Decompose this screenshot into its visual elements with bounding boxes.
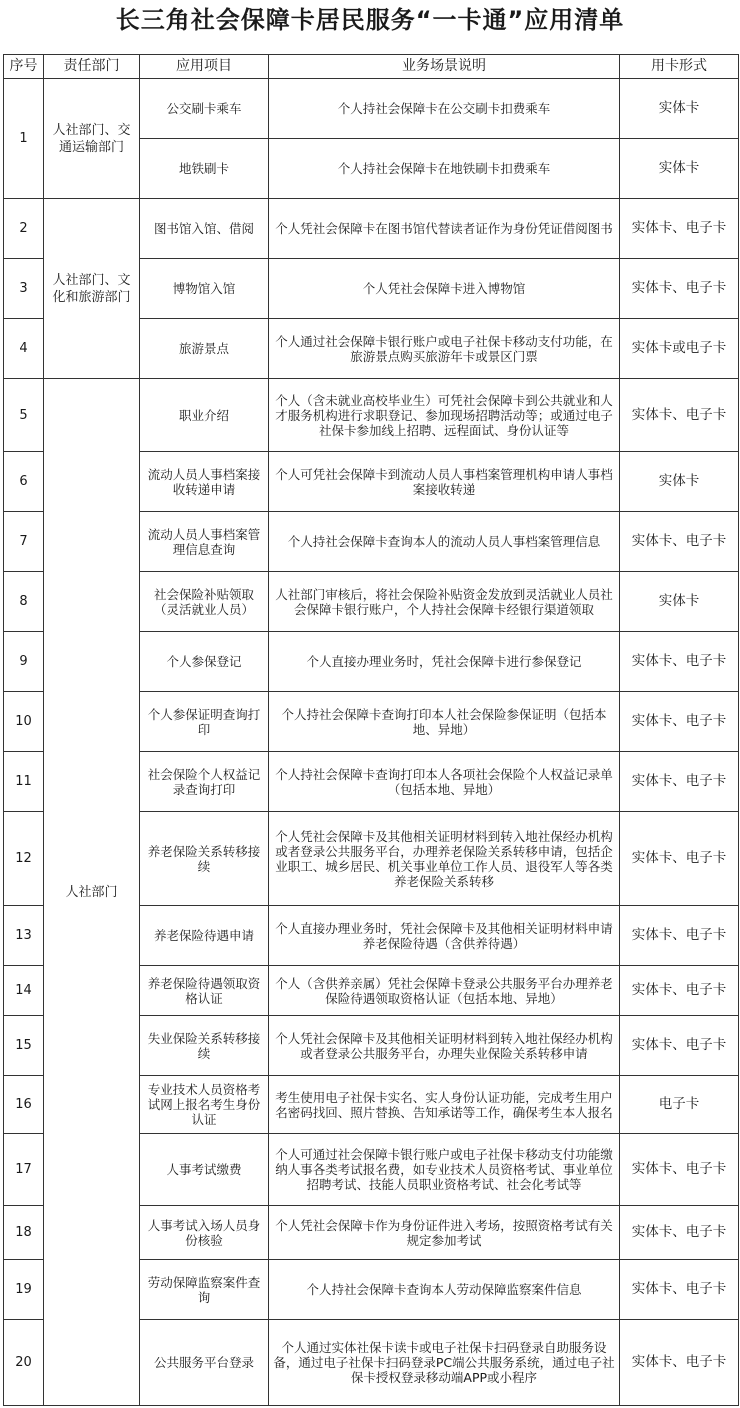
row-number: 12 (4, 812, 44, 906)
item-cell: 养老保险待遇申请 (140, 906, 269, 966)
desc-cell: 个人可通过社会保障卡银行账户或电子社保卡移动支付功能缴纳人事各类考试报名费，如专业技术人员资格考试、事业单位招聘考试、技能人员职业资格考试、社会化考试等 (269, 1134, 620, 1206)
desc-cell: 个人凭社会保障卡及其他相关证明材料到转入地社保经办机构或者登录公共服务平台，办理养老保险关系转移申请，包括企业职工、城乡居民、机关事业单位工作人员、退役军人等各类养老保险关系转移 (269, 812, 620, 906)
row-number: 16 (4, 1076, 44, 1134)
table-row (4, 79, 739, 139)
item-cell: 人事考试入场人员身份核验 (140, 1206, 269, 1260)
card-cell: 实体卡、电子卡 (620, 259, 739, 319)
header-desc: 业务场景说明 (269, 55, 620, 79)
card-cell: 实体卡、电子卡 (620, 1260, 739, 1320)
card-cell: 实体卡 (620, 139, 739, 199)
row-number: 8 (4, 572, 44, 632)
item-cell: 流动人员人事档案接收转递申请 (140, 452, 269, 512)
row-number: 7 (4, 512, 44, 572)
row-number: 9 (4, 632, 44, 692)
department-cell: 人社部门、交通运输部门 (44, 79, 140, 199)
card-cell: 实体卡、电子卡 (620, 512, 739, 572)
item-cell: 公共服务平台登录 (140, 1320, 269, 1406)
header-dept: 责任部门 (44, 55, 140, 79)
card-cell: 电子卡 (620, 1076, 739, 1134)
desc-cell: 个人持社会保障卡查询本人的流动人员人事档案管理信息 (269, 512, 620, 572)
row-number: 6 (4, 452, 44, 512)
card-cell: 实体卡、电子卡 (620, 752, 739, 812)
header-card: 用卡形式 (620, 55, 739, 79)
desc-cell: 个人凭社会保障卡进入博物馆 (269, 259, 620, 319)
header-row (4, 55, 739, 79)
card-cell: 实体卡、电子卡 (620, 632, 739, 692)
item-cell: 养老保险关系转移接续 (140, 812, 269, 906)
desc-cell: 个人可凭社会保障卡到流动人员人事档案管理机构申请人事档案接收转递 (269, 452, 620, 512)
item-cell: 职业介绍 (140, 379, 269, 452)
card-cell: 实体卡、电子卡 (620, 812, 739, 906)
item-cell: 流动人员人事档案管理信息查询 (140, 512, 269, 572)
desc-cell: 人社部门审核后，将社会保险补贴资金发放到灵活就业人员社会保障卡银行账户，个人持社会保障卡经银行渠道领取 (269, 572, 620, 632)
item-cell: 个人参保登记 (140, 632, 269, 692)
desc-cell: 个人凭社会保障卡作为身份证件进入考场，按照资格考试有关规定参加考试 (269, 1206, 620, 1260)
card-cell: 实体卡 (620, 452, 739, 512)
table-row (4, 199, 739, 259)
department-cell: 人社部门、文化和旅游部门 (44, 199, 140, 379)
card-cell: 实体卡、电子卡 (620, 1134, 739, 1206)
row-number: 10 (4, 692, 44, 752)
row-number: 5 (4, 379, 44, 452)
row-number: 17 (4, 1134, 44, 1206)
card-cell: 实体卡、电子卡 (620, 966, 739, 1016)
desc-cell: 个人直接办理业务时，凭社会保障卡进行参保登记 (269, 632, 620, 692)
row-number: 15 (4, 1016, 44, 1076)
desc-cell: 个人凭社会保障卡在图书馆代替读者证作为身份凭证借阅图书 (269, 199, 620, 259)
desc-cell: 个人持社会保障卡查询打印本人社会保险参保证明（包括本地、异地） (269, 692, 620, 752)
item-cell: 个人参保证明查询打印 (140, 692, 269, 752)
item-cell: 养老保险待遇领取资格认证 (140, 966, 269, 1016)
item-cell: 社会保险补贴领取（灵活就业人员） (140, 572, 269, 632)
card-cell: 实体卡、电子卡 (620, 692, 739, 752)
card-cell: 实体卡、电子卡 (620, 1016, 739, 1076)
item-cell: 旅游景点 (140, 319, 269, 379)
desc-cell: 个人（含供养亲属）凭社会保障卡登录公共服务平台办理养老保险待遇领取资格认证（包括本地、异地） (269, 966, 620, 1016)
item-cell: 图书馆入馆、借阅 (140, 199, 269, 259)
row-number: 4 (4, 319, 44, 379)
item-cell: 公交刷卡乘车 (140, 79, 269, 139)
card-cell: 实体卡、电子卡 (620, 1320, 739, 1406)
desc-cell: 个人持社会保障卡在公交刷卡扣费乘车 (269, 79, 620, 139)
application-list-table (3, 54, 739, 1406)
desc-cell: 个人持社会保障卡在地铁刷卡扣费乘车 (269, 139, 620, 199)
item-cell: 劳动保障监察案件查询 (140, 1260, 269, 1320)
department-cell: 人社部门 (44, 379, 140, 1406)
card-cell: 实体卡、电子卡 (620, 199, 739, 259)
card-cell: 实体卡、电子卡 (620, 906, 739, 966)
row-number: 20 (4, 1320, 44, 1406)
desc-cell: 个人持社会保障卡查询本人劳动保障监察案件信息 (269, 1260, 620, 1320)
row-number: 2 (4, 199, 44, 259)
desc-cell: 考生使用电子社保卡实名、实人身份认证功能，完成考生用户名密码找回、照片替换、告知承诺等工作，确保考生本人报名 (269, 1076, 620, 1134)
item-cell: 失业保险关系转移接续 (140, 1016, 269, 1076)
item-cell: 地铁刷卡 (140, 139, 269, 199)
card-cell: 实体卡 (620, 79, 739, 139)
desc-cell: 个人持社会保障卡查询打印本人各项社会保险个人权益记录单（包括本地、异地） (269, 752, 620, 812)
row-number: 19 (4, 1260, 44, 1320)
item-cell: 专业技术人员资格考试网上报名考生身份认证 (140, 1076, 269, 1134)
row-number: 14 (4, 966, 44, 1016)
header-seq: 序号 (4, 55, 44, 79)
item-cell: 人事考试缴费 (140, 1134, 269, 1206)
page-title: 长三角社会保障卡居民服务“一卡通”应用清单 (115, 6, 625, 34)
desc-cell: 个人凭社会保障卡及其他相关证明材料到转入地社保经办机构或者登录公共服务平台，办理失业保险关系转移申请 (269, 1016, 620, 1076)
table-row (4, 379, 739, 452)
card-cell: 实体卡 (620, 572, 739, 632)
desc-cell: 个人直接办理业务时，凭社会保障卡及其他相关证明材料申请养老保险待遇（含供养待遇） (269, 906, 620, 966)
header-item: 应用项目 (140, 55, 269, 79)
desc-cell: 个人（含未就业高校毕业生）可凭社会保障卡到公共就业和人才服务机构进行求职登记、参加现场招聘活动等；或通过电子社保卡参加线上招聘、远程面试、身份认证等 (269, 379, 620, 452)
desc-cell: 个人通过社会保障卡银行账户或电子社保卡移动支付功能，在旅游景点购买旅游年卡或景区门票 (269, 319, 620, 379)
card-cell: 实体卡或电子卡 (620, 319, 739, 379)
card-cell: 实体卡、电子卡 (620, 379, 739, 452)
row-number: 3 (4, 259, 44, 319)
item-cell: 博物馆入馆 (140, 259, 269, 319)
item-cell: 社会保险个人权益记录查询打印 (140, 752, 269, 812)
desc-cell: 个人通过实体社保卡读卡或电子社保卡扫码登录自助服务设备，通过电子社保卡扫码登录PC端公共服务系统，通过电子社保卡授权登录移动端APP或小程序 (269, 1320, 620, 1406)
card-cell: 实体卡、电子卡 (620, 1206, 739, 1260)
row-number: 11 (4, 752, 44, 812)
row-number: 18 (4, 1206, 44, 1260)
row-number: 1 (4, 79, 44, 199)
row-number: 13 (4, 906, 44, 966)
